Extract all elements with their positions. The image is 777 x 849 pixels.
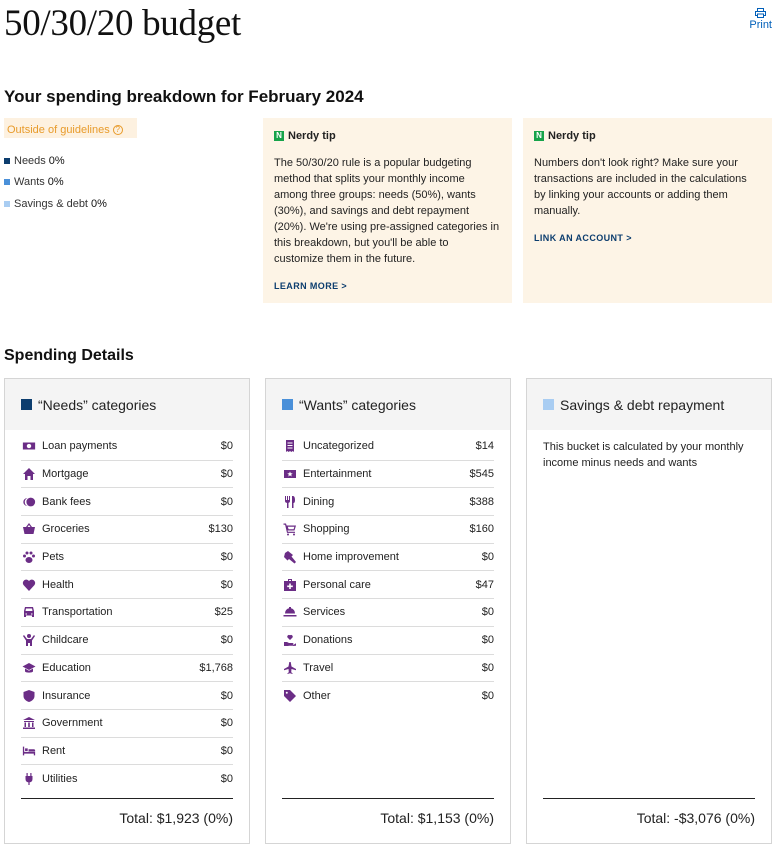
category-amount: $130 — [208, 523, 233, 536]
wants-swatch — [4, 179, 10, 185]
category-name: Health — [42, 578, 74, 591]
first-aid-icon — [282, 578, 298, 592]
coins-icon — [21, 495, 37, 509]
category-row-pets[interactable] — [21, 544, 233, 572]
utensils-icon — [282, 495, 298, 509]
print-button[interactable] — [749, 8, 772, 31]
savings-swatch — [4, 201, 10, 207]
wants-card-header — [266, 379, 510, 430]
donation-hand-icon — [282, 633, 298, 647]
category-amount: $0 — [481, 551, 494, 564]
service-bell-icon — [282, 605, 298, 619]
tip-text: The 50/30/20 rule is a popular budgeting method that splits your monthly income among three groups: needs (50%), wants (30%), and savings and debt repayment (20%). We're using pre-assigned categories in this breakdown, but you'll be able to customize them in the future. — [274, 157, 500, 265]
category-amount: $47 — [475, 578, 494, 591]
category-row-groceries[interactable] — [21, 516, 233, 544]
category-amount: $0 — [220, 773, 233, 786]
category-amount: $388 — [469, 495, 494, 508]
cart-icon — [282, 522, 298, 536]
ticket-icon — [282, 467, 298, 481]
receipt-icon — [282, 439, 298, 453]
printer-icon — [755, 8, 766, 18]
needs-total: Total: $1,923 (0%) — [119, 810, 233, 826]
savings-card-title: Savings & debt repayment — [560, 396, 725, 413]
category-name: Donations — [303, 634, 353, 647]
money-icon — [21, 439, 37, 453]
category-name: Transportation — [42, 606, 113, 619]
needs-swatch — [4, 158, 10, 164]
tip-title: Nerdy tip — [548, 130, 596, 142]
needs-card-header — [5, 379, 249, 430]
savings-card-header — [527, 379, 771, 430]
category-amount: $160 — [469, 523, 494, 536]
category-name: Other — [303, 690, 331, 703]
needs-card-title: “Needs” categories — [38, 396, 157, 413]
category-row-personal-care[interactable] — [282, 571, 494, 599]
category-name: Mortgage — [42, 468, 89, 481]
legend-value: 0% — [47, 176, 64, 189]
legend-label: Wants — [14, 176, 45, 189]
category-row-loan-payments[interactable] — [21, 433, 233, 461]
category-row-travel[interactable] — [282, 655, 494, 683]
nerdwallet-logo-icon: N — [274, 131, 284, 141]
car-icon — [21, 605, 37, 619]
category-amount: $545 — [469, 468, 494, 481]
tip-header — [274, 128, 501, 144]
basket-icon — [21, 522, 37, 536]
category-name: Uncategorized — [303, 440, 374, 453]
category-row-mortgage[interactable] — [21, 461, 233, 489]
guideline-status-text: Outside of guidelines — [7, 123, 110, 136]
guideline-status-badge — [4, 118, 137, 138]
category-name: Personal care — [303, 578, 371, 591]
shield-icon — [21, 689, 37, 703]
wants-card-title: “Wants” categories — [299, 396, 416, 413]
plug-icon — [21, 772, 37, 786]
wants-card — [265, 378, 511, 844]
category-amount: $0 — [220, 468, 233, 481]
heart-icon — [21, 578, 37, 592]
needs-swatch — [21, 399, 32, 410]
category-name: Travel — [303, 661, 334, 674]
category-row-dining[interactable] — [282, 488, 494, 516]
total-divider — [21, 798, 233, 799]
category-amount: $0 — [220, 495, 233, 508]
category-amount: $0 — [220, 717, 233, 730]
learn-more-link[interactable]: LEARN MORE > — [274, 281, 348, 291]
category-name: Pets — [42, 551, 65, 564]
info-icon[interactable]: ? — [113, 125, 123, 135]
category-name: Dining — [303, 495, 335, 508]
category-row-other[interactable] — [282, 682, 494, 710]
graduation-cap-icon — [21, 661, 37, 675]
wants-total: Total: $1,153 (0%) — [380, 810, 494, 826]
category-row-shopping[interactable] — [282, 516, 494, 544]
nerdy-tip-budget-rule — [263, 118, 512, 303]
category-amount: $14 — [475, 440, 494, 453]
tip-text: Numbers don't look right? Make sure your transactions are included in the calculations by linking your accounts or adding them manually. — [534, 157, 747, 217]
category-name: Government — [42, 717, 103, 730]
savings-card — [526, 378, 772, 844]
category-row-uncategorized[interactable] — [282, 433, 494, 461]
category-row-home-improvement[interactable] — [282, 544, 494, 572]
category-name: Groceries — [42, 523, 90, 536]
child-icon — [21, 633, 37, 647]
category-row-services[interactable] — [282, 599, 494, 627]
nerdwallet-logo-icon: N — [534, 131, 544, 141]
legend-label: Savings & debt — [14, 197, 88, 210]
total-divider — [282, 798, 494, 799]
legend-item-needs — [4, 150, 107, 172]
link-account-link[interactable]: LINK AN ACCOUNT > — [534, 233, 632, 243]
spending-details-heading: Spending Details — [4, 347, 134, 364]
bank-building-icon — [21, 716, 37, 730]
category-name: Services — [303, 606, 346, 619]
legend-item-wants — [4, 172, 107, 194]
category-amount: $0 — [220, 440, 233, 453]
savings-note: This bucket is calculated by your monthly income minus needs and wants — [543, 441, 744, 469]
page-title: 50/30/20 budget — [4, 3, 242, 44]
tip-title: Nerdy tip — [288, 130, 336, 142]
category-amount: $0 — [481, 606, 494, 619]
savings-total: Total: -$3,076 (0%) — [636, 810, 755, 826]
wants-swatch — [282, 399, 293, 410]
category-name: Rent — [42, 744, 66, 757]
category-name: Loan payments — [42, 440, 118, 453]
plane-icon — [282, 661, 298, 675]
category-name: Entertainment — [303, 468, 372, 481]
category-name: Home improvement — [303, 551, 399, 564]
legend-value: 0% — [48, 154, 65, 167]
legend-label: Needs — [14, 154, 46, 167]
category-amount: $0 — [220, 578, 233, 591]
category-row-entertainment[interactable] — [282, 461, 494, 489]
category-row-childcare[interactable] — [21, 627, 233, 655]
category-amount: $0 — [220, 744, 233, 757]
wants-list — [282, 433, 494, 710]
savings-swatch — [543, 399, 554, 410]
needs-card — [4, 378, 250, 844]
tip-header — [534, 128, 761, 144]
category-amount: $0 — [220, 551, 233, 564]
category-row-health[interactable] — [21, 571, 233, 599]
category-amount: $1,768 — [199, 661, 233, 674]
bed-icon — [21, 744, 37, 758]
category-amount: $0 — [481, 634, 494, 647]
category-name: Childcare — [42, 634, 89, 647]
category-row-utilities[interactable] — [21, 765, 233, 793]
category-row-government[interactable] — [21, 710, 233, 738]
category-row-rent[interactable] — [21, 738, 233, 766]
house-icon — [21, 467, 37, 481]
category-name: Shopping — [303, 523, 350, 536]
category-row-transportation[interactable] — [21, 599, 233, 627]
print-label: Print — [749, 19, 772, 31]
legend-value: 0% — [91, 197, 107, 210]
category-name: Bank fees — [42, 495, 91, 508]
nerdy-tip-link-account — [523, 118, 772, 303]
category-amount: $0 — [220, 634, 233, 647]
category-amount: $0 — [220, 689, 233, 702]
breakdown-legend — [4, 150, 107, 215]
category-row-insurance[interactable] — [21, 682, 233, 710]
category-amount: $0 — [481, 661, 494, 674]
category-name: Insurance — [42, 689, 91, 702]
category-row-bank-fees[interactable] — [21, 488, 233, 516]
paw-icon — [21, 550, 37, 564]
category-row-donations[interactable] — [282, 627, 494, 655]
category-name: Education — [42, 661, 91, 674]
needs-list — [21, 433, 233, 793]
category-row-education[interactable] — [21, 655, 233, 683]
category-amount: $0 — [481, 690, 494, 703]
breakdown-heading: Your spending breakdown for February 2024 — [4, 87, 364, 106]
hammer-icon — [282, 550, 298, 564]
total-divider — [543, 798, 755, 799]
legend-item-savings — [4, 193, 107, 215]
category-name: Utilities — [42, 773, 78, 786]
category-amount: $25 — [214, 606, 233, 619]
tag-icon — [282, 689, 298, 703]
